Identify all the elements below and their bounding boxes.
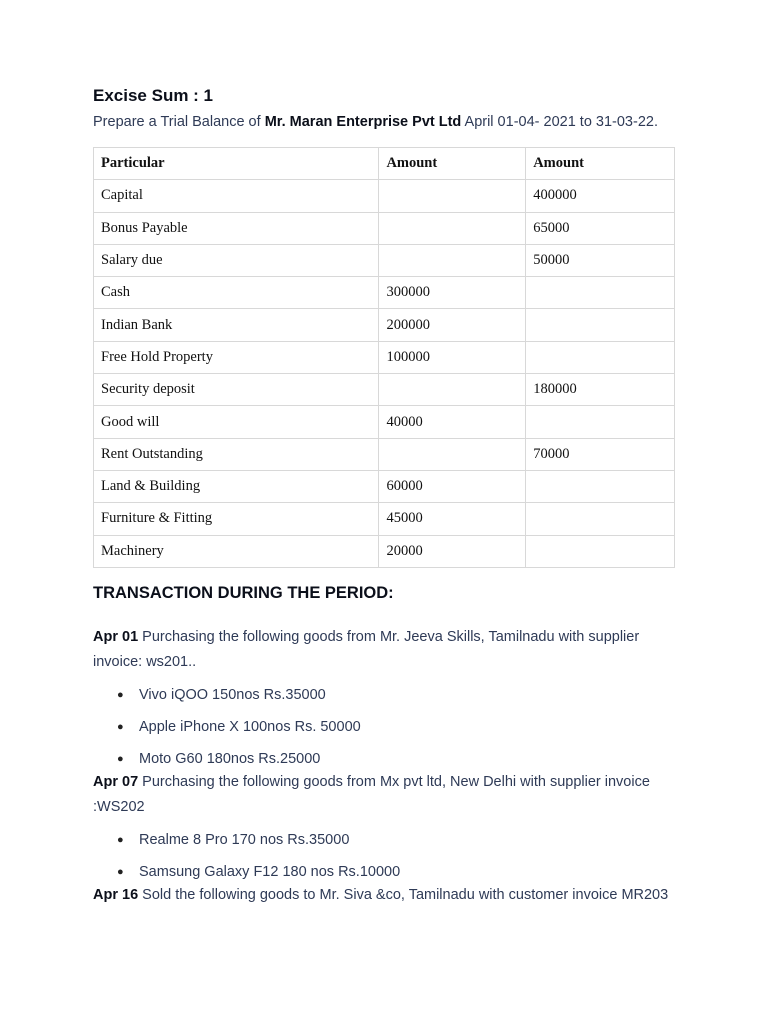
transaction-text: Purchasing the following goods from Mr. Jeeva Skills, Tamilnadu with supplier invoice: ws201.. xyxy=(93,629,640,670)
debit-cell: 20000 xyxy=(379,535,526,567)
credit-cell: 50000 xyxy=(526,244,675,276)
credit-cell xyxy=(526,341,675,373)
particular-cell: Salary due xyxy=(94,244,379,276)
debit-cell: 200000 xyxy=(379,309,526,341)
credit-cell: 65000 xyxy=(526,212,675,244)
particular-cell: Security deposit xyxy=(94,374,379,406)
debit-cell xyxy=(379,374,526,406)
transaction-date: Apr 07 xyxy=(93,774,139,790)
table-row xyxy=(94,470,675,502)
particular-cell: Land & Building xyxy=(94,470,379,502)
intro-suffix: April 01-04- 2021 to 31-03-22. xyxy=(461,114,658,130)
debit-cell: 60000 xyxy=(379,470,526,502)
table-row xyxy=(94,341,675,373)
goods-list xyxy=(93,685,361,781)
debit-cell xyxy=(379,244,526,276)
debit-cell xyxy=(379,438,526,470)
trial-balance-table xyxy=(93,147,675,568)
particular-cell: Cash xyxy=(94,277,379,309)
intro-prefix: Prepare a Trial Balance of xyxy=(93,114,265,130)
particular-cell: Good will xyxy=(94,406,379,438)
table-row xyxy=(94,277,675,309)
transaction-date: Apr 16 xyxy=(93,887,139,903)
goods-item-text: Samsung Galaxy F12 180 nos Rs.10000 xyxy=(139,864,401,880)
particular-cell: Capital xyxy=(94,180,379,212)
goods-item-text: Moto G60 180nos Rs.25000 xyxy=(139,751,321,767)
credit-cell xyxy=(526,535,675,567)
goods-item-text: Apple iPhone X 100nos Rs. 50000 xyxy=(139,719,361,735)
table-row xyxy=(94,406,675,438)
credit-cell: 400000 xyxy=(526,180,675,212)
exercise-title: Excise Sum : 1 xyxy=(93,86,214,105)
credit-cell: 70000 xyxy=(526,438,675,470)
particular-cell: Indian Bank xyxy=(94,309,379,341)
debit-cell xyxy=(379,212,526,244)
credit-cell xyxy=(526,406,675,438)
table-header-row xyxy=(94,148,675,180)
table-row xyxy=(94,535,675,567)
table-row xyxy=(94,503,675,535)
transaction-paragraph xyxy=(93,770,678,820)
intro-text xyxy=(93,114,658,130)
header-particular: Particular xyxy=(94,148,379,180)
debit-cell: 40000 xyxy=(379,406,526,438)
section-heading: TRANSACTION DURING THE PERIOD: xyxy=(93,584,394,602)
transaction-text: Sold the following goods to Mr. Siva &co, Tamilnadu with customer invoice MR203 xyxy=(138,887,669,903)
transaction-paragraph xyxy=(93,625,678,675)
company-name: Mr. Maran Enterprise Pvt Ltd xyxy=(264,114,462,130)
particular-cell: Rent Outstanding xyxy=(94,438,379,470)
header-amount-debit: Amount xyxy=(379,148,526,180)
goods-item-text: Vivo iQOO 150nos Rs.35000 xyxy=(139,687,326,703)
bullet-icon: ● xyxy=(117,689,124,701)
list-item xyxy=(93,717,361,749)
credit-cell: 180000 xyxy=(526,374,675,406)
goods-item-text: Realme 8 Pro 170 nos Rs.35000 xyxy=(139,832,350,848)
debit-cell: 100000 xyxy=(379,341,526,373)
particular-cell: Furniture & Fitting xyxy=(94,503,379,535)
transaction-text: Purchasing the following goods from Mx pvt ltd, New Delhi with supplier invoice :WS202 xyxy=(93,774,650,815)
particular-cell: Machinery xyxy=(94,535,379,567)
table-row xyxy=(94,244,675,276)
table-row xyxy=(94,438,675,470)
transaction-date: Apr 01 xyxy=(93,629,139,645)
transaction-paragraph xyxy=(93,883,678,908)
bullet-icon: ● xyxy=(117,753,124,765)
credit-cell xyxy=(526,470,675,502)
credit-cell xyxy=(526,277,675,309)
debit-cell: 45000 xyxy=(379,503,526,535)
table-row xyxy=(94,212,675,244)
bullet-icon: ● xyxy=(117,834,124,846)
debit-cell xyxy=(379,180,526,212)
table-row xyxy=(94,309,675,341)
table-row xyxy=(94,374,675,406)
header-amount-credit: Amount xyxy=(526,148,675,180)
credit-cell xyxy=(526,503,675,535)
particular-cell: Bonus Payable xyxy=(94,212,379,244)
list-item xyxy=(93,830,400,862)
debit-cell: 300000 xyxy=(379,277,526,309)
list-item xyxy=(93,685,361,717)
bullet-icon: ● xyxy=(117,866,124,878)
credit-cell xyxy=(526,309,675,341)
table-row xyxy=(94,180,675,212)
particular-cell: Free Hold Property xyxy=(94,341,379,373)
bullet-icon: ● xyxy=(117,721,124,733)
